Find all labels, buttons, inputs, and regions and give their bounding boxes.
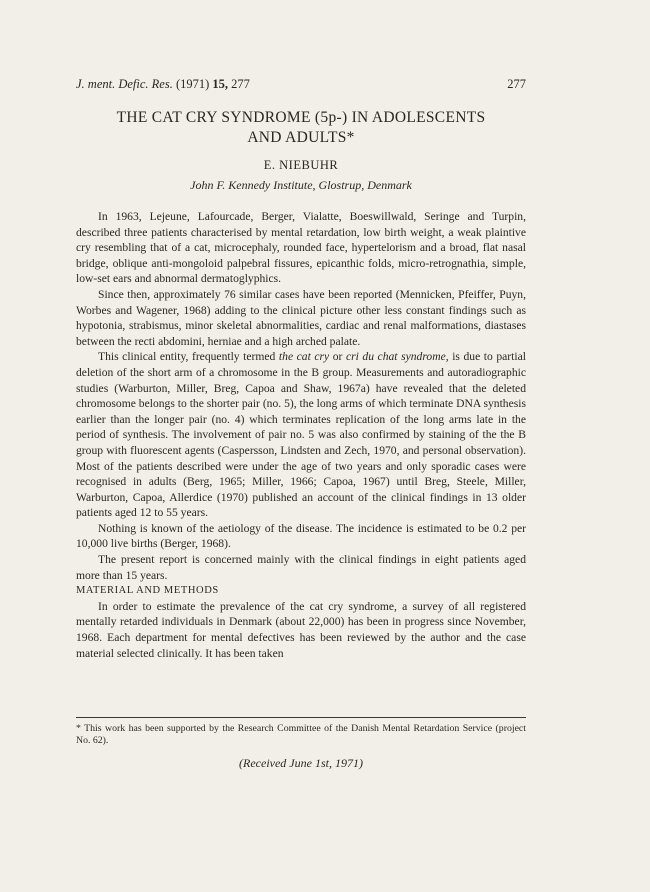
footnote: * This work has been supported by the Research Committee of the Danish Mental Retardation Service (project No. 62).: [76, 723, 526, 746]
running-header: [76, 77, 526, 95]
paragraph-6: In order to estimate the prevalence of the cat cry syndrome, a survey of all registered mentally retarded individuals in Denmark (about 22,000) has been in progress since November, 1968. Each department for mental defectives has been reviewed by the author and the case material selected clinically. It has been taken: [76, 599, 526, 660]
footnote-divider: [76, 717, 526, 718]
article-body: [76, 209, 526, 661]
paragraph-5: The present report is concerned mainly with the clinical findings in eight patients aged more than 15 years.: [76, 553, 526, 582]
received-date: (Received June 1st, 1971): [239, 756, 363, 770]
article-title: [76, 108, 526, 148]
term-cri-du-chat: cri du chat syndrome: [345, 350, 446, 364]
paragraph-4: Nothing is known of the aetiology of the disease. The incidence is estimated to be 0.2 per 10,000 live births (Berger, 1968).: [76, 521, 526, 551]
term-cat-cry: the cat cry: [278, 350, 330, 364]
paragraph-3: This clinical entity, frequently termed the cat cry or cri du chat syndrome, is due to partial deletion of the short arm of a chromosome in the B group. Measurements and autoradiographic studies (Warburton, Miller, Breg, Capoa and Shaw, 1967a) have revealed that the deleted chromosome belongs to the shorter pair (no. 5), the long arms of which terminate DNA synthesis earlier than the longer pair (no. 4) which terminates replication of the long arms late in the period of synthesis. The involvement of pair no. 5 was also confirmed by staining of the the B group with fluorescent agents (Caspersson, Lindsten and Zech, 1970, and personal observation). Most of the patients described were under the age of two years and only sporadic cases were recognised in adults (Berg, 1965; Miller, 1966; Capoa, 1967) until Breg, Steele, Miller, Warburton, Capoa, Allerdice (1970) published an account of the clinical findings in 13 older patients aged 12 to 55 years.: [76, 350, 526, 520]
title-line-2: AND ADULTS*: [247, 129, 355, 146]
section-heading: MATERIAL AND METHODS: [76, 585, 219, 597]
author-name: E. NIEBUHR: [263, 158, 339, 172]
page-number: 277: [507, 77, 526, 91]
paragraph-1: In 1963, Lejeune, Lafourcade, Berger, Vialatte, Boeswillwald, Seringe and Turpin, described three patients characterised by mental retardation, low birth weight, a weak plaintive cry resembling that of a cat, microcephaly, rounded face, hypertelorism and a broad, flat nasal bridge, oblique anti-mongoloid palpebral fissures, epicanthic folds, micro-retrognathia, simple, low-set ears and abnormal dermatoglyphics.: [76, 210, 526, 286]
paragraph-2: Since then, approximately 76 similar cases have been reported (Mennicken, Pfeiffer, Puyn, Worbes and Wagener, 1968) adding to the clinical picture other less constant findings such as hypotonia, strabismus, minor skeletal abnormalities, cardiac and renal malformations, diastases between the recti abdomini, herniae and a high arched palate.: [76, 287, 526, 348]
title-line-1: THE CAT CRY SYNDROME (5p-) IN ADOLESCENTS: [116, 109, 486, 126]
author-affiliation: John F. Kennedy Institute, Glostrup, Denmark: [190, 178, 412, 192]
journal-citation: J. ment. Defic. Res. (1971) 15, 277: [76, 77, 250, 91]
